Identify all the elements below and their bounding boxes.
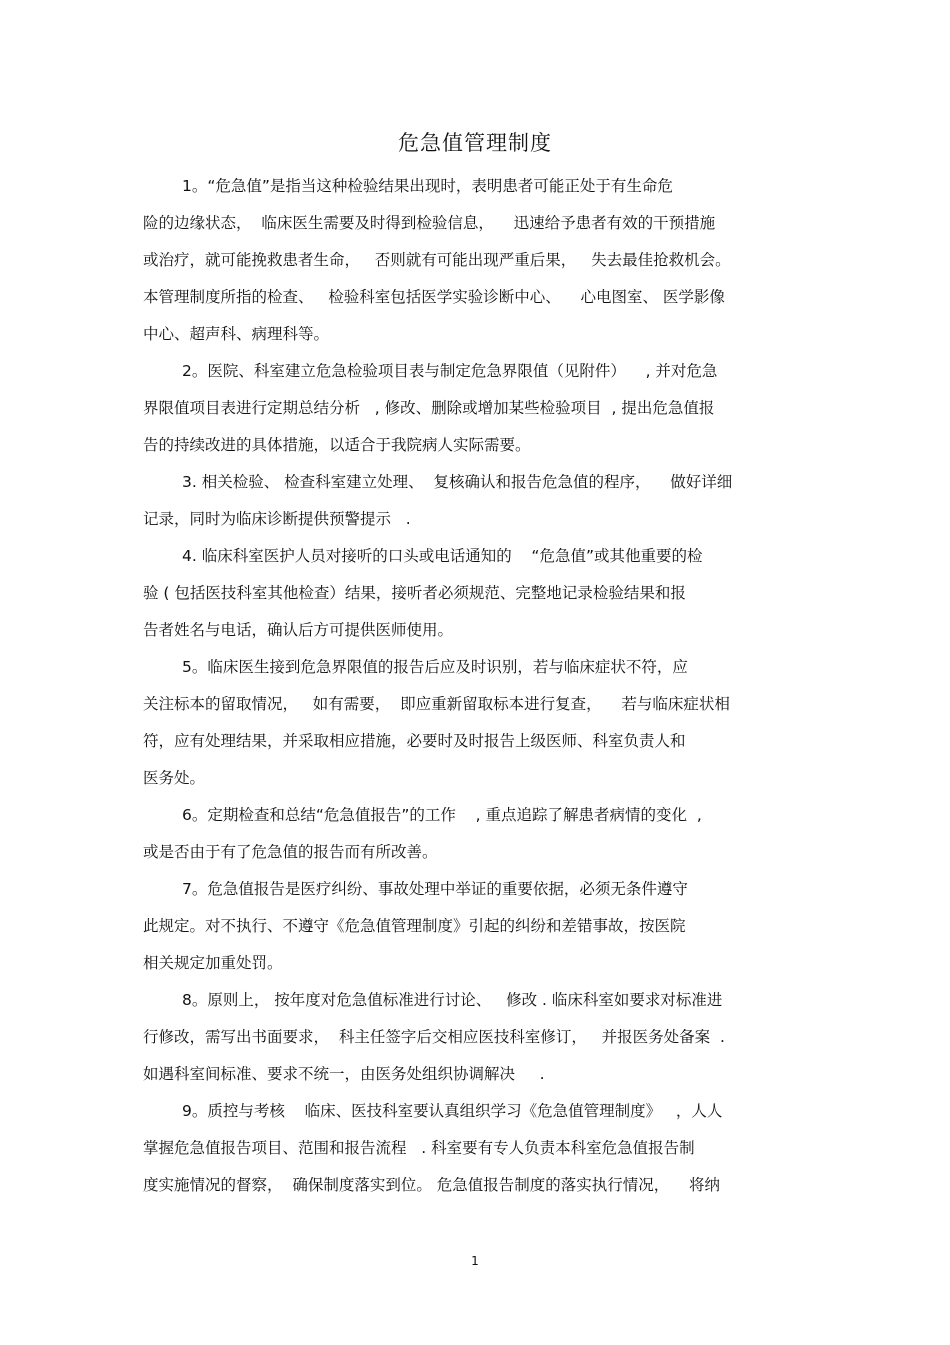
text-line: 验 ( 包括医技科室其他检查）结果，接听者必须规范、完整地记录检验结果和报 [143, 584, 686, 602]
text-line: 或是否由于有了危急值的报告而有所改善。 [143, 843, 438, 861]
paragraph-6 [143, 797, 813, 871]
text-line: 行修改，需写出书面要求， 科主任签字后交相应医技科室修订， 并报医务处备案 . [143, 1028, 725, 1046]
text-line: 中心、超声科、病理科等。 [143, 325, 330, 343]
text-line: 界限值项目表进行定期总结分析 , 修改、删除或增加某些检验项目 , 提出危急值报 [143, 399, 715, 417]
text-line: 度实施情况的督察， 确保制度落实到位。 危急值报告制度的落实执行情况， 将纳 [143, 1176, 720, 1194]
text-line: 2。医院、科室建立危急检验项目表与制定危急界限值（见附件） , 并对危急 [182, 362, 718, 380]
paragraph-1 [143, 168, 813, 353]
paragraph-3 [143, 464, 813, 538]
text-line: 3. 相关检验、 检查科室建立处理、 复核确认和报告危急值的程序， 做好详细 [182, 473, 733, 491]
text-line: 相关规定加重处罚。 [143, 954, 283, 972]
text-line: 医务处。 [143, 769, 206, 787]
text-line: 符，应有处理结果，并采取相应措施，必要时及时报告上级医师、科室负责人和 [143, 732, 686, 750]
document-body [143, 168, 813, 1204]
paragraph-4 [143, 538, 813, 649]
text-line: 记录，同时为临床诊断提供预警提示 . [143, 510, 411, 528]
text-line: 或治疗，就可能挽救患者生命， 否则就有可能出现严重后果， 失去最佳抢救机会。 [143, 251, 731, 269]
text-line: 告者姓名与电话，确认后方可提供医师使用。 [143, 621, 454, 639]
text-line: 5。临床医生接到危急界限值的报告后应及时识别，若与临床症状不符，应 [182, 658, 688, 676]
text-line: 1。“危急值”是指当这种检验结果出现时，表明患者可能正处于有生命危 [182, 177, 673, 195]
text-line: 6。定期检查和总结“危急值报告”的工作 , 重点追踪了解患者病情的变化 , [182, 806, 702, 824]
text-line: 4. 临床科室医护人员对接听的口头或电话通知的 “危急值”或其他重要的检 [182, 547, 703, 565]
text-line: 本管理制度所指的检查、 检验科室包括医学实验诊断中心、 心电图室、 医学影像 [143, 288, 725, 306]
text-line: 9。质控与考核 临床、医技科室要认真组织学习《危急值管理制度》 ，人人 [182, 1102, 723, 1120]
text-line: 如遇科室间标准、要求不统一，由医务处组织协调解决 . [143, 1065, 545, 1083]
paragraph-2 [143, 353, 813, 464]
text-line: 关注标本的留取情况， 如有需要， 即应重新留取标本进行复查， 若与临床症状相 [143, 695, 730, 713]
paragraph-9 [143, 1093, 813, 1204]
text-line: 告的持续改进的具体措施，以适合于我院病人实际需要。 [143, 436, 531, 454]
paragraph-5 [143, 649, 813, 797]
page-number: 1 [471, 1254, 479, 1268]
page-title: 危急值管理制度 [398, 131, 552, 155]
paragraph-8 [143, 982, 813, 1093]
text-line: 此规定。对不执行、不遵守《危急值管理制度》引起的纠纷和差错事故，按医院 [143, 917, 686, 935]
paragraph-7 [143, 871, 813, 982]
text-line: 险的边缘状态， 临床医生需要及时得到检验信息， 迅速给予患者有效的干预措施 [143, 214, 716, 232]
text-line: 掌握危急值报告项目、范围和报告流程 . 科室要有专人负责本科室危急值报告制 [143, 1139, 695, 1157]
text-line: 8。原则上， 按年度对危急值标准进行讨论、 修改 . 临床科室如要求对标准进 [182, 991, 723, 1009]
text-line: 7。危急值报告是医疗纠纷、事故处理中举证的重要依据，必须无条件遵守 [182, 880, 688, 898]
